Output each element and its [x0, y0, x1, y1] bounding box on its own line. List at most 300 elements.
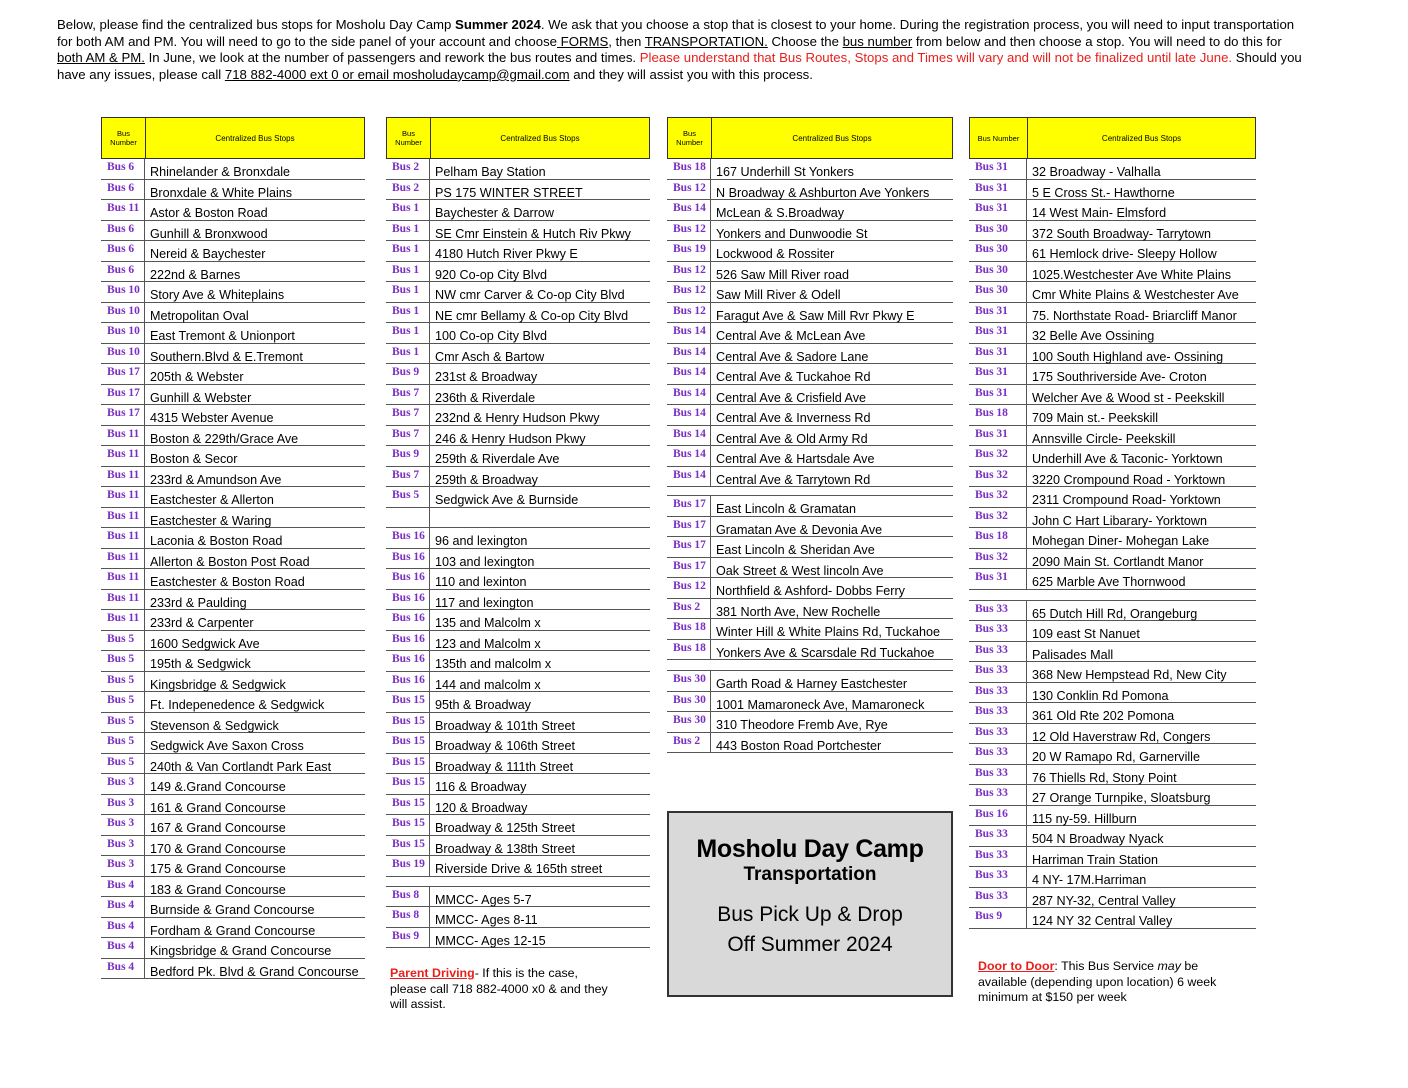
bus-stop: 124 NY 32 Central Valley	[1032, 914, 1173, 928]
bus-stop: Kingsbridge & Grand Concourse	[150, 944, 332, 958]
bus-number: Bus 1	[386, 262, 430, 282]
bus-stop: 110 and lexinton	[435, 575, 527, 589]
bus-number: Bus 30	[667, 712, 711, 732]
bus-number: Bus 7	[386, 467, 430, 487]
bus-stop: Eastchester & Waring	[150, 513, 272, 528]
bus-stop: 1001 Mamaroneck Ave, Mamaroneck	[716, 697, 925, 712]
bus-stop: Faragut Ave & Saw Mill Rvr Pkwy E	[716, 308, 915, 323]
table-row	[667, 496, 953, 517]
bus-number: Bus 2	[386, 180, 430, 200]
bus-number: Bus 4	[101, 918, 145, 938]
bus-number: Bus 1	[386, 323, 430, 343]
bus-stop: 109 east St Nanuet	[1032, 627, 1140, 641]
table-header: Bus Number Centralized Bus Stops	[386, 117, 650, 159]
bus-number: Bus 7	[386, 405, 430, 425]
bus-number: Bus 15	[386, 815, 430, 835]
bus-stop: 233rd & Amundson Ave	[150, 472, 282, 487]
bus-number: Bus 32	[969, 549, 1027, 569]
table-row	[969, 159, 1256, 180]
title-subtitle: Bus Pick Up & Drop Off Summer 2024	[717, 903, 903, 956]
table-row	[386, 672, 650, 693]
bus-stop: 236th & Riverdale	[435, 390, 536, 405]
bus-number: Bus 31	[969, 569, 1027, 589]
table-row	[667, 692, 953, 713]
bus-number: Bus 16	[386, 590, 430, 610]
bus-number: Bus 5	[101, 651, 145, 671]
bus-stop: Harriman Train Station	[1032, 852, 1158, 867]
table-header: Bus Number Centralized Bus Stops	[969, 117, 1256, 159]
bus-number: Bus 17	[667, 496, 711, 516]
bus-stop: 310 Theodore Fremb Ave, Rye	[716, 718, 888, 732]
bus-stop: 2311 Crompound Road- Yorktown	[1032, 493, 1221, 507]
table-row	[969, 344, 1256, 365]
bus-table-westchester-rockland	[969, 117, 1256, 929]
bus-stop: SE Cmr Einstein & Hutch Riv Pkwy	[435, 226, 631, 241]
bus-number: Bus 11	[101, 528, 145, 548]
table-row	[386, 733, 650, 754]
bus-number: Bus 31	[969, 303, 1027, 323]
bus-stop: Saw Mill River & Odell	[716, 288, 841, 302]
table-row	[969, 221, 1256, 242]
table-row	[667, 241, 953, 262]
table-row	[386, 815, 650, 836]
bus-number: Bus 6	[101, 221, 145, 241]
table-row	[969, 282, 1256, 303]
table-row	[101, 180, 365, 201]
table-row	[386, 446, 650, 467]
bus-number: Bus 3	[101, 836, 145, 856]
bus-stop: 161 & Grand Concourse	[150, 800, 286, 815]
bus-table-bronx	[101, 117, 365, 979]
bus-number: Bus 11	[101, 610, 145, 630]
bus-stop: Lockwood & Rossiter	[716, 247, 835, 261]
bus-stop: 32 Broadway - Valhalla	[1032, 165, 1161, 179]
table-row	[667, 323, 953, 344]
table-row	[667, 364, 953, 385]
table-row	[667, 619, 953, 640]
table-row	[969, 241, 1256, 262]
table-row	[101, 200, 365, 221]
bus-number: Bus 5	[101, 672, 145, 692]
table-row	[969, 549, 1256, 570]
bus-stop: Central Ave & Old Army Rd	[716, 431, 868, 446]
table-row	[101, 713, 365, 734]
bus-number: Bus 10	[101, 303, 145, 323]
table-header: Bus Number Centralized Bus Stops	[667, 117, 953, 159]
table-row	[969, 826, 1256, 847]
table-row	[969, 508, 1256, 529]
bus-stop: East Lincoln & Gramatan	[716, 502, 857, 516]
table-row	[667, 262, 953, 283]
table-row	[667, 405, 953, 426]
bus-stop: 14 West Main- Elmsford	[1032, 206, 1167, 220]
table-row	[969, 662, 1256, 683]
bus-stop: 130 Conklin Rd Pomona	[1032, 688, 1169, 703]
bus-stop: 61 Hemlock drive- Sleepy Hollow	[1032, 247, 1217, 261]
bus-stop: MMCC- Ages 5-7	[435, 892, 532, 907]
bus-number: Bus 15	[386, 754, 430, 774]
table-row	[386, 487, 650, 508]
bus-stop: Broadway & 106th Street	[435, 739, 576, 753]
bus-number: Bus 2	[386, 159, 430, 179]
bus-stop: Astor & Boston Road	[150, 206, 268, 220]
bus-stop: 12 Old Haverstraw Rd, Congers	[1032, 729, 1211, 744]
bus-stop: 205th & Webster	[150, 370, 244, 384]
bus-stop: 175 & Grand Concourse	[150, 862, 286, 876]
table-row	[969, 528, 1256, 549]
bus-number: Bus 17	[667, 517, 711, 537]
bus-number: Bus 14	[667, 344, 711, 364]
table-row	[667, 558, 953, 579]
table-row	[969, 467, 1256, 488]
bus-stop: Annsville Circle- Peekskill	[1032, 431, 1176, 446]
bus-number: Bus 33	[969, 662, 1027, 682]
bus-number: Bus 31	[969, 426, 1027, 446]
bus-number: Bus 2	[667, 733, 711, 753]
bus-number: Bus 1	[386, 303, 430, 323]
bus-number: Bus 1	[386, 282, 430, 302]
table-row	[386, 364, 650, 385]
bus-number: Bus 1	[386, 344, 430, 364]
table-row	[386, 631, 650, 652]
bus-number: Bus 1	[386, 200, 430, 220]
table-row	[667, 385, 953, 406]
table-row	[667, 180, 953, 201]
table-row	[101, 385, 365, 406]
bus-number: Bus 4	[101, 959, 145, 979]
table-row	[969, 569, 1256, 590]
bus-stop: 167 & Grand Concourse	[150, 821, 286, 835]
table-row	[969, 683, 1256, 704]
table-row	[386, 610, 650, 631]
table-row	[101, 836, 365, 857]
bus-stop: Sedgwick Ave & Burnside	[435, 493, 579, 507]
table-row	[101, 754, 365, 775]
bus-number: Bus 15	[386, 836, 430, 856]
bus-stop: 443 Boston Road Portchester	[716, 738, 882, 753]
bus-number: Bus 30	[667, 692, 711, 712]
bus-stop: Burnside & Grand Concourse	[150, 903, 315, 917]
table-row	[386, 651, 650, 672]
bus-number: Bus 16	[386, 610, 430, 630]
bus-number: Bus 6	[101, 180, 145, 200]
bus-number: Bus 33	[969, 683, 1027, 703]
bus-number: Bus 16	[969, 806, 1027, 826]
table-row	[386, 405, 650, 426]
table-row	[386, 467, 650, 488]
bus-stop: Boston & 229th/Grace Ave	[150, 431, 299, 446]
bus-number: Bus 30	[667, 671, 711, 691]
bus-stop: 120 & Broadway	[435, 800, 528, 815]
bus-stop: Broadway & 125th Street	[435, 821, 576, 835]
bus-stop: 100 South Highland ave- Ossining	[1032, 349, 1224, 364]
table-row	[101, 528, 365, 549]
bus-stop: 361 Old Rte 202 Pomona	[1032, 709, 1175, 723]
bus-number: Bus 5	[101, 733, 145, 753]
table-row	[101, 262, 365, 283]
bus-number: Bus 8	[386, 887, 430, 907]
bus-number: Bus 9	[386, 364, 430, 384]
bus-stop: Ft. Indepenedence & Sedgwick	[150, 698, 325, 712]
table-row	[101, 610, 365, 631]
table-row	[667, 467, 953, 488]
bus-number: Bus 31	[969, 364, 1027, 384]
bus-number: Bus 12	[667, 221, 711, 241]
table-row	[101, 569, 365, 590]
table-row	[969, 200, 1256, 221]
bus-number: Bus 16	[386, 528, 430, 548]
bus-number: Bus 14	[667, 200, 711, 220]
bus-number: Bus 18	[969, 405, 1027, 425]
bus-number: Bus 16	[386, 672, 430, 692]
bus-number: Bus 15	[386, 795, 430, 815]
bus-number: Bus 31	[969, 344, 1027, 364]
bus-number: Bus 12	[667, 262, 711, 282]
bus-number: Bus 33	[969, 621, 1027, 641]
bus-number: Bus 3	[101, 815, 145, 835]
table-row	[969, 642, 1256, 663]
bus-number: Bus 14	[667, 426, 711, 446]
bus-stop: 259th & Broadway	[435, 472, 538, 487]
bus-number: Bus 7	[386, 385, 430, 405]
bus-stop: Palisades Mall	[1032, 647, 1114, 662]
table-row	[101, 549, 365, 570]
table-row	[386, 692, 650, 713]
table-row	[101, 651, 365, 672]
bus-number: Bus 33	[969, 642, 1027, 662]
bus-stop: 27 Orange Turnpike, Sloatsburg	[1032, 791, 1211, 805]
bus-stop: 32 Belle Ave Ossining	[1032, 329, 1155, 343]
table-row	[667, 733, 953, 754]
table-row	[969, 867, 1256, 888]
table-row	[386, 907, 650, 928]
bus-stop: 149 &.Grand Concourse	[150, 780, 286, 794]
table-row	[101, 508, 365, 529]
bus-stop: 2090 Main St. Cortlandt Manor	[1032, 554, 1204, 569]
bus-number: Bus 30	[969, 282, 1027, 302]
table-row	[101, 959, 365, 980]
bus-number: Bus 19	[386, 856, 430, 876]
table-row	[101, 467, 365, 488]
bus-stop: 381 North Ave, New Rochelle	[716, 604, 881, 619]
table-row	[969, 908, 1256, 929]
bus-stop: 372 South Broadway- Tarrytown	[1032, 226, 1211, 241]
bus-stop: 920 Co-op City Blvd	[435, 267, 547, 282]
bus-stop: Central Ave & Crisfield Ave	[716, 390, 867, 405]
table-row	[969, 621, 1256, 642]
bus-number: Bus 3	[101, 795, 145, 815]
bus-number: Bus 3	[101, 774, 145, 794]
table-row	[101, 344, 365, 365]
bus-number: Bus 14	[667, 364, 711, 384]
bus-number: Bus 5	[386, 487, 430, 507]
bus-stop: Story Ave & Whiteplains	[150, 288, 285, 302]
bus-stop: East Tremont & Unionport	[150, 329, 295, 343]
bus-number: Bus 31	[969, 385, 1027, 405]
bus-stop: Central Ave & Hartsdale Ave	[716, 452, 875, 466]
table-row	[101, 815, 365, 836]
table-row	[969, 385, 1256, 406]
bus-stop: PS 175 WINTER STREET	[435, 185, 583, 200]
bus-stop: Southern.Blvd & E.Tremont	[150, 349, 303, 364]
bus-stop: 96 and lexington	[435, 534, 528, 548]
bus-stop: 20 W Ramapo Rd, Garnerville	[1032, 750, 1200, 764]
bus-stop: 100 Co-op City Blvd	[435, 329, 547, 343]
table-row	[386, 262, 650, 283]
bus-stop: Cmr Asch & Bartow	[435, 349, 545, 364]
bus-number: Bus 15	[386, 774, 430, 794]
bus-stop: 76 Thiells Rd, Stony Point	[1032, 770, 1177, 785]
bus-stop: 95th & Broadway	[435, 698, 531, 712]
bus-number: Bus 33	[969, 826, 1027, 846]
table-row	[386, 323, 650, 344]
bus-number: Bus 30	[969, 241, 1027, 261]
bus-number: Bus 33	[969, 765, 1027, 785]
bus-number: Bus 5	[101, 631, 145, 651]
table-row	[667, 599, 953, 620]
table-row	[667, 426, 953, 447]
bus-number: Bus 31	[969, 159, 1027, 179]
table-row	[101, 733, 365, 754]
bus-stop: 625 Marble Ave Thornwood	[1032, 575, 1186, 589]
bus-stop: Bronxdale & White Plains	[150, 185, 293, 200]
table-row	[386, 303, 650, 324]
bus-stop: Eastchester & Boston Road	[150, 575, 305, 589]
bus-stop: 240th & Van Cortlandt Park East	[150, 759, 332, 774]
bus-number: Bus 17	[667, 558, 711, 578]
table-row	[101, 303, 365, 324]
bus-stop: 1600 Sedgwick Ave	[150, 636, 260, 651]
table-row	[101, 795, 365, 816]
table-row	[101, 323, 365, 344]
bus-number: Bus 11	[101, 549, 145, 569]
bus-number: Bus 33	[969, 847, 1027, 867]
bus-number: Bus 14	[667, 385, 711, 405]
bus-stop: Gramatan Ave & Devonia Ave	[716, 522, 883, 537]
bus-stop: NW cmr Carver & Co-op City Blvd	[435, 288, 625, 302]
bus-number: Bus 5	[101, 692, 145, 712]
title-camp-name: Mosholu Day Camp	[696, 835, 924, 863]
bus-stop: Central Ave & Tarrytown Rd	[716, 472, 871, 487]
bus-number: Bus 14	[667, 467, 711, 487]
table-row	[386, 241, 650, 262]
bus-number: Bus 2	[667, 599, 711, 619]
bus-stop: Rhinelander & Bronxdale	[150, 165, 291, 179]
table-row	[667, 671, 953, 692]
bus-stop: 259th & Riverdale Ave	[435, 452, 560, 466]
bus-stop: Cmr White Plains & Westchester Ave	[1032, 288, 1239, 302]
bus-stop: Laconia & Boston Road	[150, 534, 283, 548]
bus-stop: Broadway & 101th Street	[435, 718, 576, 733]
table-row	[101, 938, 365, 959]
bus-number: Bus 1	[386, 241, 430, 261]
bus-stop: 3220 Crompound Road - Yorktown	[1032, 472, 1226, 487]
bus-stop: 115 ny-59. Hillburn	[1032, 811, 1137, 826]
bus-number: Bus 8	[386, 907, 430, 927]
bus-number: Bus 18	[667, 619, 711, 639]
table-row	[969, 405, 1256, 426]
bus-number: Bus 9	[969, 908, 1027, 928]
bus-stop: Central Ave & McLean Ave	[716, 329, 866, 343]
bus-number: Bus 12	[667, 282, 711, 302]
bus-stop: N Broadway & Ashburton Ave Yonkers	[716, 185, 930, 200]
bus-number: Bus 14	[667, 405, 711, 425]
table-row	[969, 601, 1256, 622]
bus-number: Bus 5	[101, 754, 145, 774]
bus-stop: 287 NY-32, Central Valley	[1032, 893, 1176, 908]
table-row	[386, 159, 650, 180]
table-row	[101, 672, 365, 693]
bus-stop: 75. Northstate Road- Briarcliff Manor	[1032, 308, 1237, 323]
bus-number: Bus 16	[386, 651, 430, 671]
bus-stop: Welcher Ave & Wood st - Peekskill	[1032, 390, 1225, 405]
bus-stop: 135 and Malcolm x	[435, 616, 541, 630]
table-row	[386, 528, 650, 549]
table-row	[969, 262, 1256, 283]
bus-number: Bus 30	[969, 221, 1027, 241]
parent-driving-note: Parent Driving- If this is the case, please call 718 882-4000 x0 & and they will assist.	[390, 966, 608, 1011]
table-row	[969, 446, 1256, 467]
bus-stop: 144 and malcolm x	[435, 677, 541, 692]
table-row	[969, 426, 1256, 447]
table-row	[386, 569, 650, 590]
table-row	[667, 712, 953, 733]
bus-number: Bus 12	[667, 303, 711, 323]
bus-number: Bus 18	[969, 528, 1027, 548]
table-row	[969, 323, 1256, 344]
table-row	[101, 692, 365, 713]
bus-number: Bus 19	[667, 241, 711, 261]
bus-stop: East Lincoln & Sheridan Ave	[716, 543, 875, 557]
bus-stop: Fordham & Grand Concourse	[150, 923, 316, 938]
table-row	[667, 446, 953, 467]
bus-number: Bus 32	[969, 508, 1027, 528]
bus-number: Bus 32	[969, 446, 1027, 466]
table-row	[969, 487, 1256, 508]
table-row	[101, 877, 365, 898]
bus-number: Bus 11	[101, 200, 145, 220]
table-row	[667, 159, 953, 180]
bus-number: Bus 4	[101, 938, 145, 958]
bus-stop: 195th & Sedgwick	[150, 657, 251, 671]
bus-stop: Winter Hill & White Plains Rd, Tuckahoe	[716, 625, 940, 639]
bus-stop: 233rd & Carpenter	[150, 616, 254, 630]
bus-stop: Baychester & Darrow	[435, 206, 554, 220]
table-row	[101, 159, 365, 180]
bus-stop: Boston & Secor	[150, 452, 238, 466]
bus-stop: 116 & Broadway	[435, 780, 527, 794]
table-row	[101, 426, 365, 447]
bus-number: Bus 32	[969, 487, 1027, 507]
table-row	[386, 426, 650, 447]
bus-number: Bus 31	[969, 323, 1027, 343]
bus-number: Bus 17	[101, 364, 145, 384]
bus-number: Bus 11	[101, 590, 145, 610]
bus-stop: Garth Road & Harney Eastchester	[716, 677, 908, 691]
bus-number: Bus 31	[969, 180, 1027, 200]
bus-number: Bus 4	[101, 897, 145, 917]
bus-number: Bus 10	[101, 323, 145, 343]
bus-number: Bus 14	[667, 446, 711, 466]
table-row	[969, 765, 1256, 786]
bus-stop: 5 E Cross St.- Hawthorne	[1032, 185, 1175, 200]
table-row	[969, 806, 1256, 827]
bus-number: Bus 33	[969, 785, 1027, 805]
bus-number: Bus 16	[386, 569, 430, 589]
table-row	[667, 578, 953, 599]
bus-stop: 368 New Hempstead Rd, New City	[1032, 668, 1227, 682]
bus-number: Bus 10	[101, 344, 145, 364]
